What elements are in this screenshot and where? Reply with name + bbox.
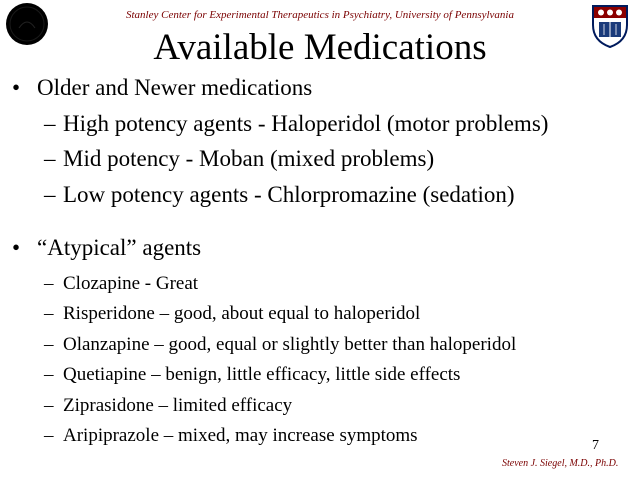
list-item-ziprasidone xyxy=(44,394,292,418)
bullet-marker: • xyxy=(12,75,21,100)
dash-marker: – xyxy=(44,425,54,446)
dash-marker: – xyxy=(44,364,54,385)
list-item-quetiapine xyxy=(44,363,460,387)
page-number: 7 xyxy=(592,438,599,453)
list-item-low-potency xyxy=(44,181,515,209)
item-text: Ziprasidone – limited efficacy xyxy=(63,395,293,416)
dash-marker: – xyxy=(44,303,54,324)
bullet-older-newer xyxy=(12,74,312,102)
dash-marker: – xyxy=(44,334,54,355)
list-item-risperidone xyxy=(44,302,420,326)
dash-marker: – xyxy=(44,273,54,294)
item-text: Quetiapine – benign, little efficacy, little side effects xyxy=(63,364,461,385)
slide-title: Available Medications xyxy=(153,27,487,68)
item-text: Aripiprazole – mixed, may increase symptoms xyxy=(63,425,418,446)
list-item-aripiprazole xyxy=(44,424,418,448)
item-text: Mid potency - Moban (mixed problems) xyxy=(63,146,435,171)
bullet-text: Older and Newer medications xyxy=(37,75,313,100)
institution-header: Stanley Center for Experimental Therapeutics in Psychiatry, University of Pennsylvania xyxy=(126,9,514,21)
list-item-clozapine xyxy=(44,272,198,296)
bullet-marker: • xyxy=(12,235,21,260)
dash-marker: – xyxy=(44,111,56,136)
list-item-mid-potency xyxy=(44,145,434,173)
item-text: Low potency agents - Chlorpromazine (sedation) xyxy=(63,182,515,207)
author-credit: Steven J. Siegel, M.D., Ph.D. xyxy=(502,458,619,469)
dash-marker: – xyxy=(44,395,54,416)
item-text: Olanzapine – good, equal or slightly better than haloperidol xyxy=(63,334,517,355)
list-item-olanzapine xyxy=(44,333,516,357)
bullet-atypical-agents xyxy=(12,234,201,262)
bullet-text: “Atypical” agents xyxy=(37,235,202,260)
item-text: High potency agents - Haloperidol (motor problems) xyxy=(63,111,549,136)
list-item-high-potency xyxy=(44,110,548,138)
dash-marker: – xyxy=(44,146,56,171)
item-text: Clozapine - Great xyxy=(63,273,199,294)
dash-marker: – xyxy=(44,182,56,207)
item-text: Risperidone – good, about equal to haloperidol xyxy=(63,303,421,324)
